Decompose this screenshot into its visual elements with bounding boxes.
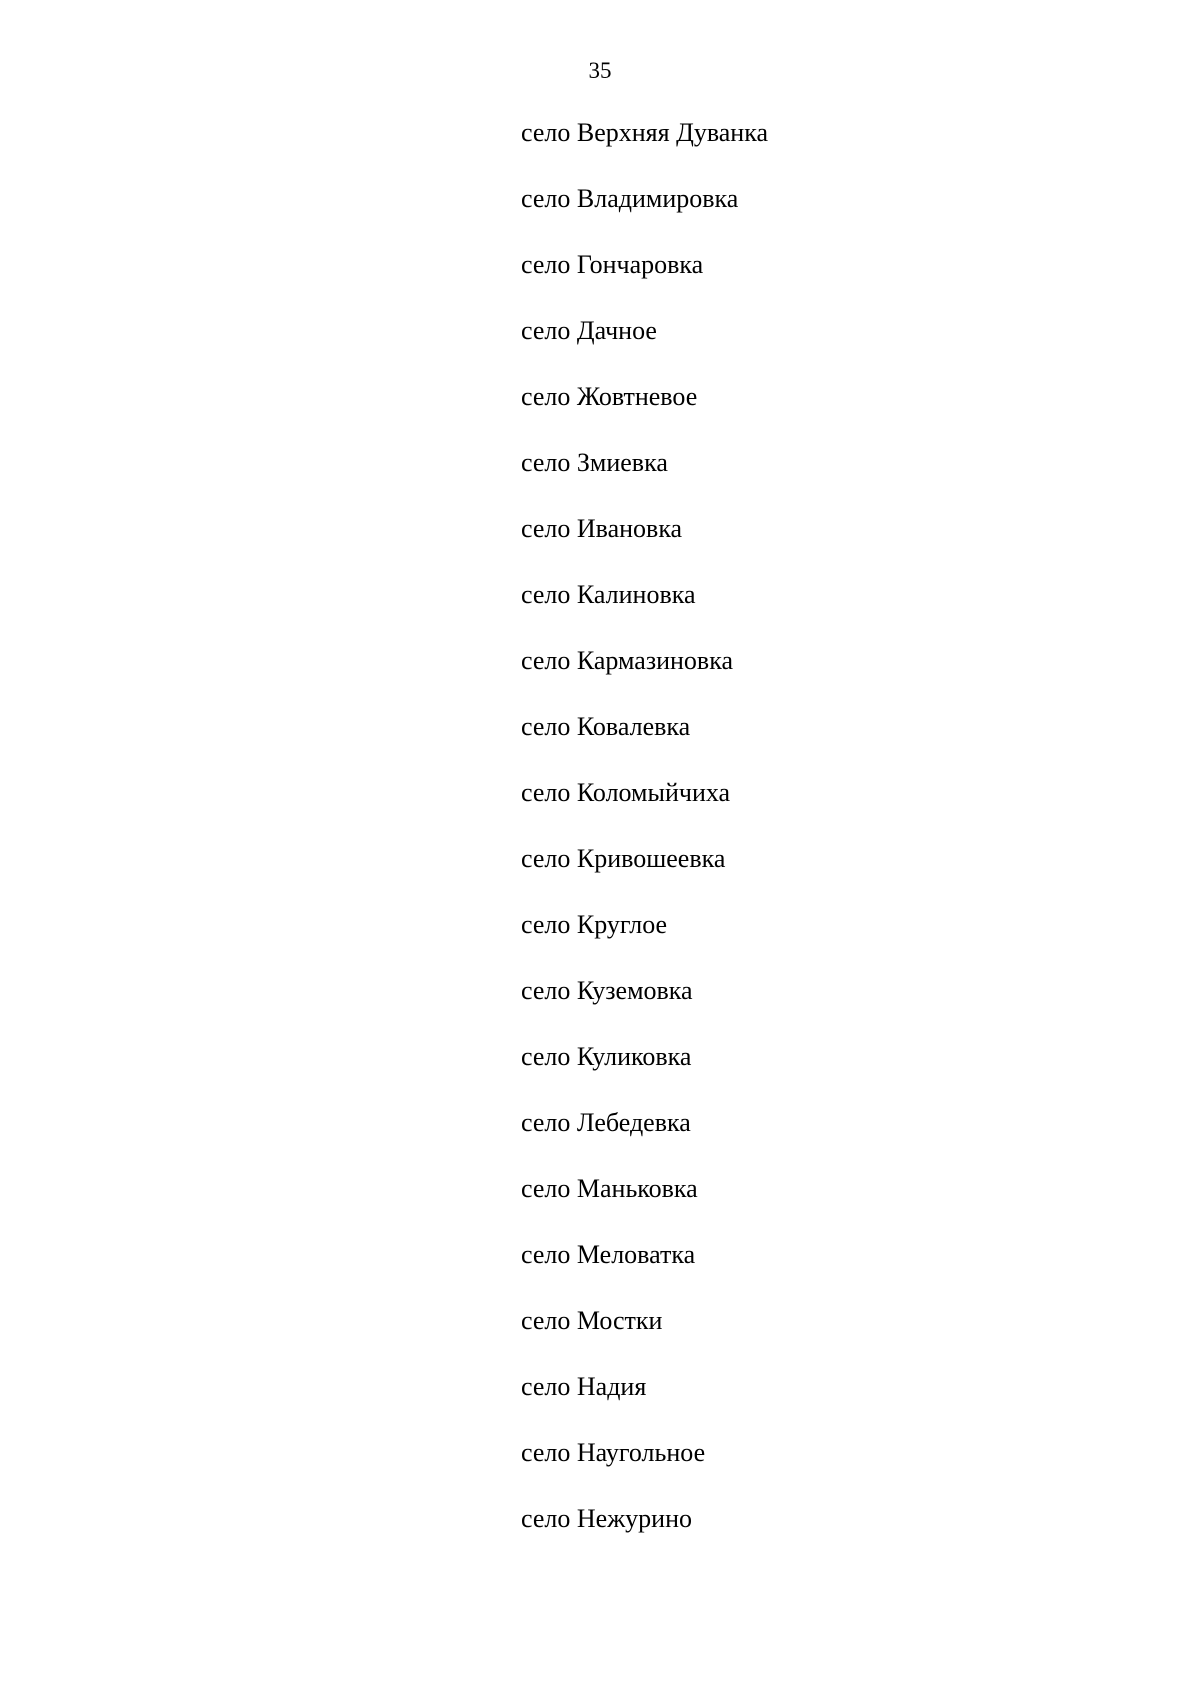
list-item: село Верхняя Дуванка [521,118,768,147]
list-item: село Коломыйчиха [521,778,731,807]
list-item: село Куземовка [521,976,693,1005]
page-number: 35 [588,58,612,83]
list-item: село Наугольное [521,1438,706,1467]
list-item: село Куликовка [521,1042,692,1071]
list-item: село Змиевка [521,448,668,477]
list-item: село Дачное [521,316,657,345]
list-item: село Круглое [521,910,668,939]
list-item: село Лебедевка [521,1108,691,1137]
list-item: село Надия [521,1372,647,1401]
list-item: село Маньковка [521,1174,698,1203]
settlement-list [521,120,768,1572]
list-item: село Гончаровка [521,250,704,279]
list-item: село Калиновка [521,580,696,609]
list-item: село Мостки [521,1306,663,1335]
list-item: село Ковалевка [521,712,691,741]
list-item: село Меловатка [521,1240,696,1269]
list-item: село Ивановка [521,514,683,543]
list-item: село Кармазиновка [521,646,733,675]
list-item: село Нежурино [521,1504,692,1533]
list-item: село Владимировка [521,184,739,213]
list-item: село Жовтневое [521,382,698,411]
list-item: село Кривошеевка [521,844,726,873]
